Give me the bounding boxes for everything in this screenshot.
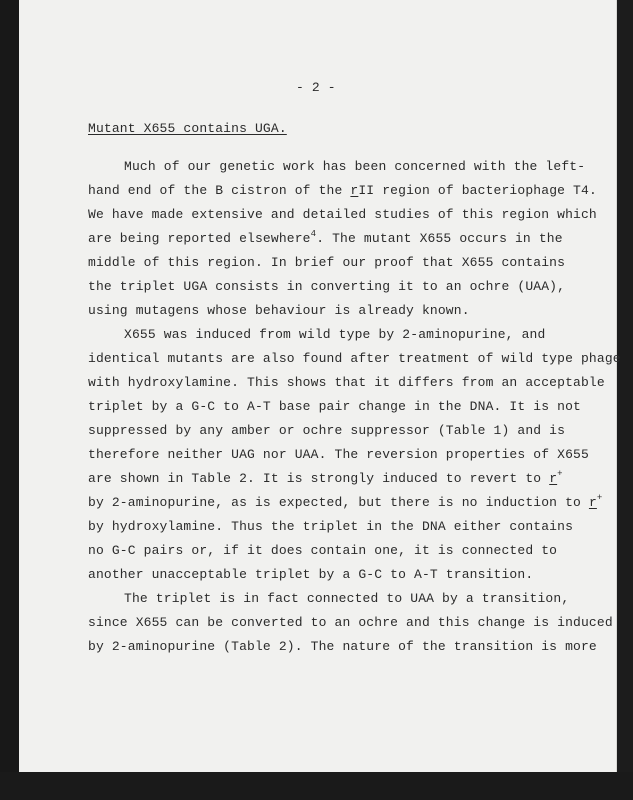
p2-line-6: therefore neither UAG nor UAA. The reversion properties of X655 [88, 447, 589, 462]
p2-line-8: by 2-aminopurine, as is expected, but there is no induction to r+ [88, 493, 603, 510]
p1-line-6: the triplet UGA consists in converting it to an ochre (UAA), [88, 279, 566, 294]
p1-line-2: hand end of the B cistron of the rII region of bacteriophage T4. [88, 183, 597, 198]
p1-line-1: Much of our genetic work has been concerned with the left- [124, 159, 586, 174]
p3-line-3: by 2-aminopurine (Table 2). The nature of the transition is more [88, 639, 597, 654]
p1-line-3: We have made extensive and detailed studies of this region which [88, 207, 597, 222]
p3-line-2: since X655 can be converted to an ochre and this change is induced [88, 615, 613, 630]
p1-line-4: are being reported elsewhere$^4$. The mutant X655 occurs in the [88, 229, 563, 246]
p2-line-11: another unacceptable triplet by a G-C to A-T transition. [88, 567, 534, 582]
p2-line-7: are shown in Table 2. It is strongly induced to revert to r+ [88, 469, 563, 486]
p3-line-1: The triplet is in fact connected to UAA by a transition, [124, 591, 570, 606]
p2-line-2: identical mutants are also found after treatment of wild type phage [88, 351, 621, 366]
p2-line-5: suppressed by any amber or ochre suppressor (Table 1) and is [88, 423, 566, 438]
scan-border-left [0, 0, 19, 800]
p2-line-9: by hydroxylamine. Thus the triplet in the DNA either contains [88, 519, 574, 534]
p2-line-4: triplet by a G-C to A-T base pair change in the DNA. It is not [88, 399, 581, 414]
p2-line-1: X655 was induced from wild type by 2-aminopurine, and [124, 327, 546, 342]
p2-line-3: with hydroxylamine. This shows that it differs from an acceptable [88, 375, 605, 390]
section-heading: Mutant X655 contains UGA. [88, 121, 287, 136]
p1-line-5: middle of this region. In brief our proof that X655 contains [88, 255, 566, 270]
scan-border-bottom [0, 772, 633, 800]
page-number: - 2 - [296, 80, 336, 95]
p1-line-7: using mutagens whose behaviour is already known. [88, 303, 470, 318]
p2-line-10: no G-C pairs or, if it does contain one, it is connected to [88, 543, 558, 558]
